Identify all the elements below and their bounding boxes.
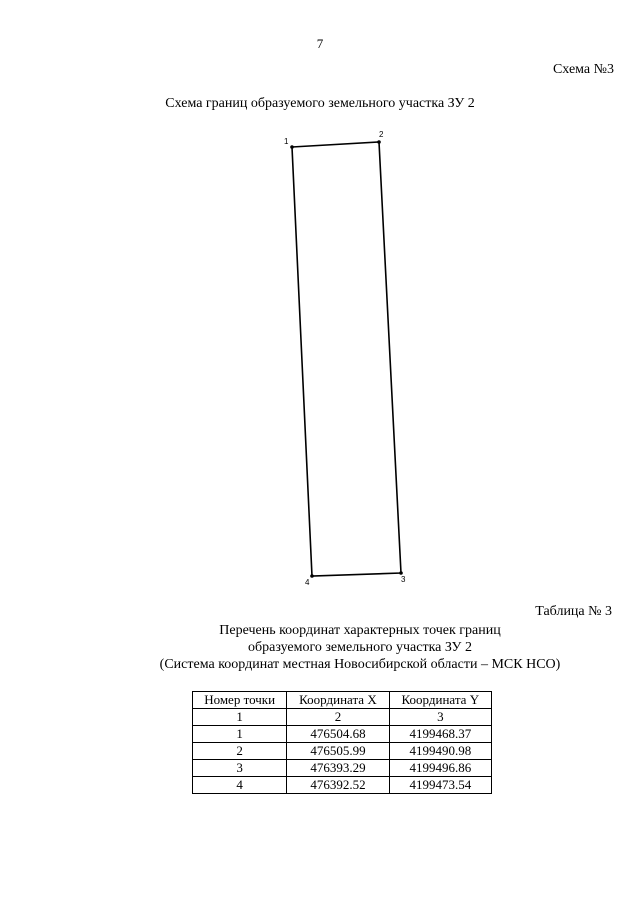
- table-row: [193, 726, 492, 743]
- table-cell: 4199490.98: [389, 743, 491, 760]
- caption-line-1: Перечень координат характерных точек границ: [219, 623, 501, 638]
- table-cell: 476393.29: [287, 760, 389, 777]
- header-coord-y: Координата Y: [389, 692, 491, 709]
- table-row: [193, 743, 492, 760]
- table-row: [193, 777, 492, 794]
- table-cell: 476504.68: [287, 726, 389, 743]
- table-header-row: [193, 692, 492, 709]
- table-cell: 1: [193, 709, 287, 726]
- caption-line-3: (Система координат местная Новосибирской области – МСК НСО): [159, 657, 561, 672]
- table-cell: 4199496.86: [389, 760, 491, 777]
- page-number: 7: [316, 36, 324, 51]
- table-row: [193, 760, 492, 777]
- point-marker-4: [310, 574, 314, 578]
- header-coord-x: Координата X: [287, 692, 389, 709]
- table-cell: 4199473.54: [389, 777, 491, 794]
- table-index-row: [193, 709, 492, 726]
- scheme-label: Схема №3: [552, 62, 614, 77]
- table-cell: 4199468.37: [389, 726, 491, 743]
- table-cell: 476505.99: [287, 743, 389, 760]
- table-cell: 2: [193, 743, 287, 760]
- plot-boundary: [292, 142, 401, 576]
- table-cell: 2: [287, 709, 389, 726]
- caption-line-2: образуемого земельного участка ЗУ 2: [248, 640, 472, 655]
- point-label-2: 2: [379, 130, 384, 139]
- table-caption: [0, 622, 640, 673]
- table-cell: 4: [193, 777, 287, 794]
- table-label: Таблица № 3: [535, 604, 612, 619]
- point-marker-1: [290, 145, 294, 149]
- header-point-number: Номер точки: [193, 692, 287, 709]
- point-marker-2: [377, 140, 381, 144]
- point-label-3: 3: [401, 575, 406, 584]
- point-label-4: 4: [305, 578, 310, 587]
- point-label-1: 1: [284, 137, 289, 146]
- table-cell: 476392.52: [287, 777, 389, 794]
- table-cell: 1: [193, 726, 287, 743]
- table-cell: 3: [389, 709, 491, 726]
- table-cell: 3: [193, 760, 287, 777]
- coordinates-table: [192, 691, 492, 794]
- scheme-title: Схема границ образуемого земельного участка ЗУ 2: [165, 96, 475, 111]
